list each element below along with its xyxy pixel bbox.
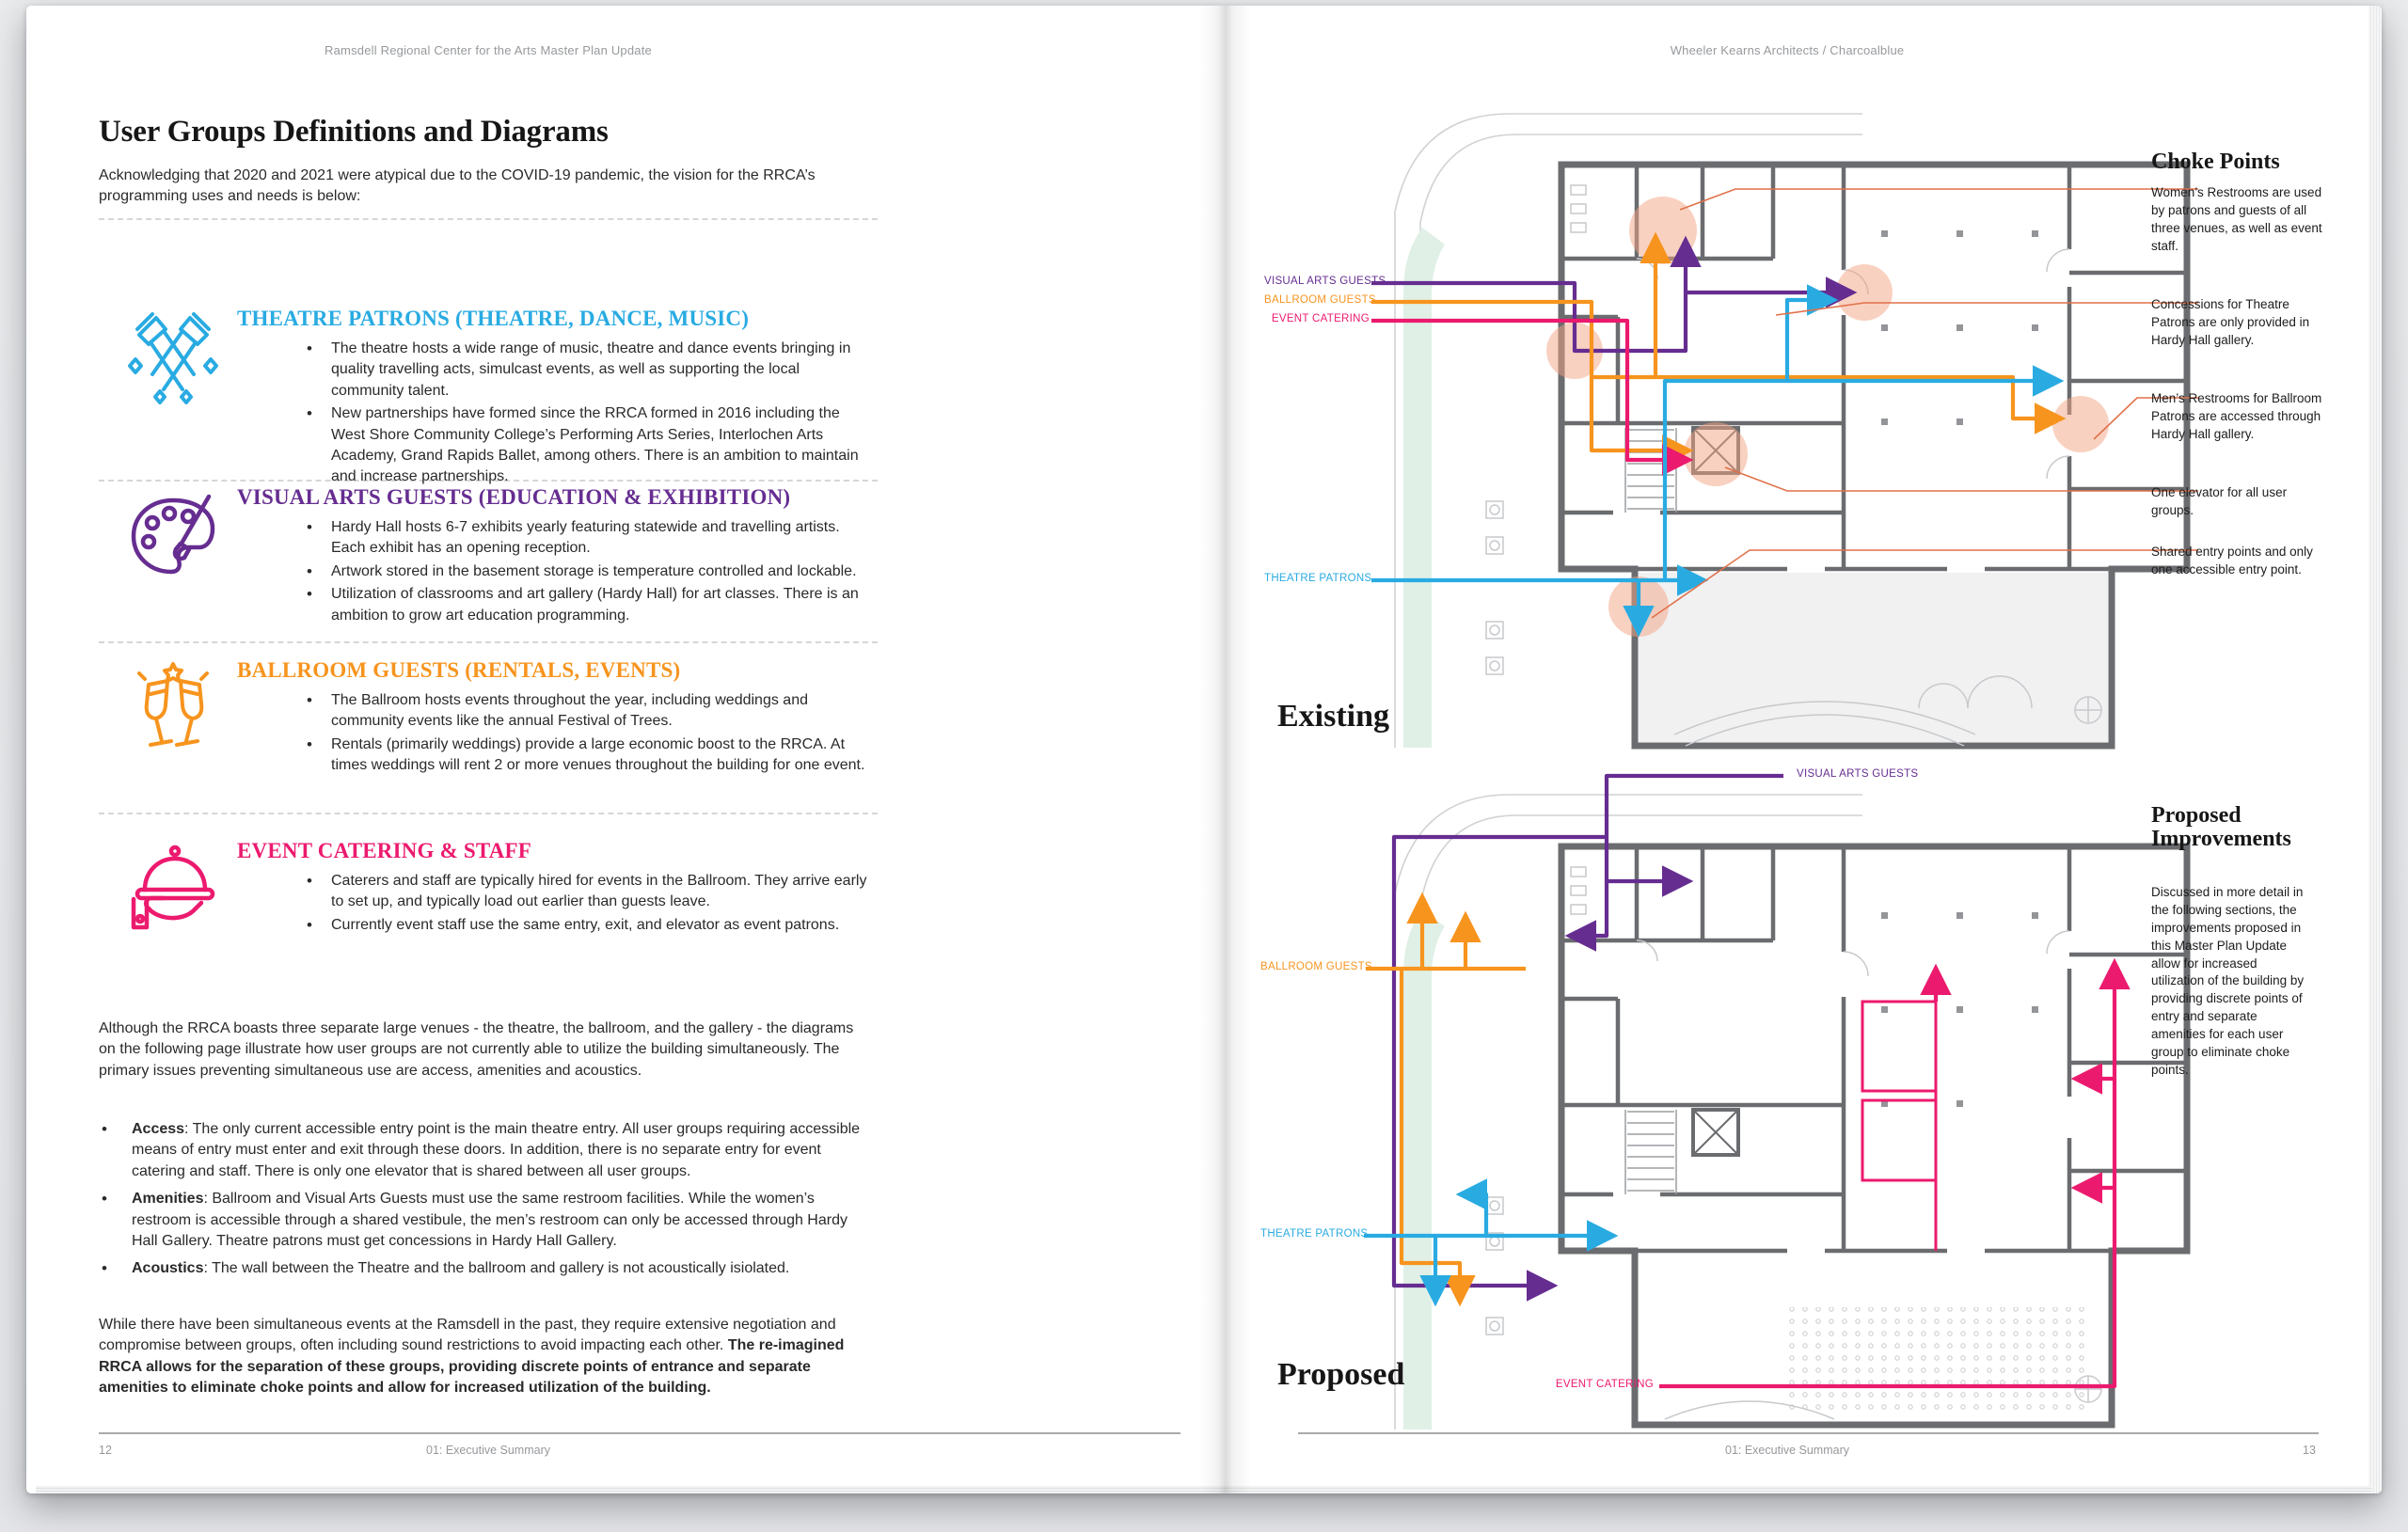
issues-intro-paragraph: Although the RRCA boasts three separate large venues - the theatre, the ballroom, and the gallery - the diagrams on the following page illustrate how user groups are not currently able to utilize the building simultaneously. The primary issues preventing simultaneous use are access, amenities and acoustics. xyxy=(99,1020,854,1079)
issue-text: : The wall between the Theatre and the ballroom and gallery is not acoustically isiolated. xyxy=(203,1260,790,1277)
divider xyxy=(99,813,878,814)
existing-label: Existing xyxy=(1277,699,1390,734)
intro-paragraph: Acknowledging that 2020 and 2021 were atypical due to the COVID-19 pandemic, the vision for the RRCA’s programming uses and needs is below: xyxy=(99,167,816,205)
landscape-strip xyxy=(1403,909,1445,1429)
bullet-text: The theatre hosts a wide range of music, theatre and dance events bringing in quality travelling acts, simulcast events, as well as supporting the local community talent. xyxy=(331,340,851,399)
group-heading: THEATRE PATRONS (THEATRE, DANCE, MUSIC) xyxy=(237,307,750,330)
existing-floor-plan xyxy=(1260,99,2201,757)
proposed-diagram xyxy=(1260,766,2201,1434)
divider xyxy=(99,641,878,643)
bullet-text: Currently event staff use the same entry, exit, and elevator as event patrons. xyxy=(331,916,840,933)
group-heading: EVENT CATERING & STAFF xyxy=(237,839,532,862)
issue-term: Acoustics xyxy=(132,1260,204,1277)
bullet-text: Utilization of classrooms and art gallery (Hardy Hall) for art classes. There is an ambition to grow art education programming. xyxy=(331,586,859,624)
page-number: 13 xyxy=(2303,1444,2316,1457)
closing-text: While there have been simultaneous events at the Ramsdell in the past, they require extensive negotiation and compromise between groups, often including sound restrictions to avoid impacting each other. xyxy=(99,1317,836,1354)
user-group-theatre-patrons xyxy=(124,307,879,490)
user-group-catering xyxy=(124,839,879,941)
closing-text-bold: The re-imagined RRCA allows for the separation of these groups, providing discrete points of entrance and separate amenities to eliminate choke points and allow for increased utilization of the building. xyxy=(99,1337,845,1397)
list-item xyxy=(293,915,873,936)
bullet-text: Artwork stored in the basement storage is temperature controlled and lockable. xyxy=(331,562,857,579)
running-header-right: Wheeler Kearns Architects / Charcoalblue xyxy=(1670,43,1905,57)
page-number: 12 xyxy=(99,1444,112,1457)
list-item xyxy=(293,561,873,582)
list-item xyxy=(293,584,873,626)
route-label-catering: EVENT CATERING xyxy=(1555,1379,1654,1390)
theatre-seating xyxy=(1787,1307,2088,1415)
choke-item: Shared entry points and only one accessible entry point. xyxy=(2151,545,2313,576)
issue-text: : The only current accessible entry point is the main theatre entry. All user groups requiring accessible means of entry must enter and exit through these doors. In addition, there is no separate entry for event catering and staff. There is only one elevator that is shared between all user groups. xyxy=(132,1121,861,1179)
issue-term: Amenities xyxy=(132,1191,204,1208)
proposed-improvements-text: Discussed in more detail in the following sections, the improvements proposed in this Master Plan Update allow for increased utilization of the building by providing discrete points of entry and separate amenities for each user group to eliminate choke points. xyxy=(2151,885,2305,1077)
page-title: User Groups Definitions and Diagrams xyxy=(99,115,609,149)
user-group-ballroom xyxy=(124,658,879,779)
closing-paragraph xyxy=(99,1315,872,1399)
issues-list xyxy=(99,1119,872,1287)
list-item xyxy=(293,403,873,488)
group-heading: VISUAL ARTS GUESTS (EDUCATION & EXHIBITION) xyxy=(237,485,791,509)
footer-rule xyxy=(1298,1432,2319,1434)
running-header: Ramsdell Regional Center for the Arts Master Plan Update xyxy=(325,43,652,57)
footer-section: 01: Executive Summary xyxy=(1725,1444,1849,1457)
choke-item: Men’s Restrooms for Ballroom Patrons are accessed through Hardy Hall gallery. xyxy=(2151,391,2322,441)
list-item xyxy=(293,339,873,402)
route-label-catering: EVENT CATERING xyxy=(1271,313,1370,324)
route-label-theatre: THEATRE PATRONS xyxy=(1264,573,1372,584)
issue-term: Access xyxy=(132,1121,185,1137)
choke-points-heading: Choke Points xyxy=(2151,150,2280,174)
route-label-theatre: THEATRE PATRONS xyxy=(1260,1228,1369,1240)
bullet-text: Caterers and staff are typically hired for events in the Ballroom. They arrive early to set up, and typically load out earlier than guests leave. xyxy=(331,873,867,910)
bullet-text: New partnerships have formed since the RRCA formed in 2016 including the West Shore Community College’s Performing Arts Series, Interlochen Arts Academy, Grand Rapids Ballet, among others. There is an ambition to maintain and increase partnerships. xyxy=(331,405,859,485)
route-label-visual-arts: VISUAL ARTS GUESTS xyxy=(1797,768,1919,780)
list-item xyxy=(99,1258,872,1279)
list-item xyxy=(293,517,873,560)
proposed-label: Proposed xyxy=(1277,1357,1405,1392)
bullet-text: Hardy Hall hosts 6-7 exhibits yearly featuring statewide and travelling artists. Each exhibit has an opening reception. xyxy=(331,519,840,557)
existing-diagram xyxy=(1260,99,2201,757)
group-heading: BALLROOM GUESTS (RENTALS, EVENTS) xyxy=(237,658,681,682)
user-group-visual-arts xyxy=(124,485,879,628)
footer-rule xyxy=(99,1432,1180,1434)
route-label-visual-arts: VISUAL ARTS GUESTS xyxy=(1264,276,1386,287)
bullet-text: The Ballroom hosts events throughout the year, including weddings and community events like the annual Festival of Trees. xyxy=(331,692,808,730)
choke-item: One elevator for all user groups. xyxy=(2151,485,2288,517)
landscape-strip xyxy=(1403,228,1445,748)
champagne-icon xyxy=(124,658,237,779)
palette-icon xyxy=(124,485,237,628)
issue-text: : Ballroom and Visual Arts Guests must use the same restroom facilities. While the women’s restroom is accessible through a shared vestibule, the men’s restroom can only be accessed through Hardy Hall Gallery. Theatre patrons must get concessions in Hardy Hall Gallery. xyxy=(132,1191,848,1249)
choke-item: Concessions for Theatre Patrons are only provided in Hardy Hall gallery. xyxy=(2151,297,2310,347)
list-item xyxy=(99,1189,872,1252)
spotlights-icon xyxy=(124,307,237,490)
list-item xyxy=(293,690,873,733)
proposed-floor-plan xyxy=(1260,766,2201,1434)
route-label-ballroom: BALLROOM GUESTS xyxy=(1264,294,1376,306)
list-item xyxy=(293,734,873,777)
proposed-improvements-heading: Proposed Improvements xyxy=(2151,803,2291,852)
footer-section: 01: Executive Summary xyxy=(426,1444,550,1457)
route-label-ballroom: BALLROOM GUESTS xyxy=(1260,961,1372,972)
list-item xyxy=(293,871,873,913)
choke-item: Women’s Restrooms are used by patrons and guests of all three venues, as well as event staff. xyxy=(2151,185,2322,253)
bullet-text: Rentals (primarily weddings) provide a large economic boost to the RRCA. At times weddings will rent 2 or more venues throughout the building for one event. xyxy=(331,735,865,774)
divider xyxy=(99,218,878,220)
list-item xyxy=(99,1119,872,1182)
catering-icon xyxy=(124,839,237,941)
